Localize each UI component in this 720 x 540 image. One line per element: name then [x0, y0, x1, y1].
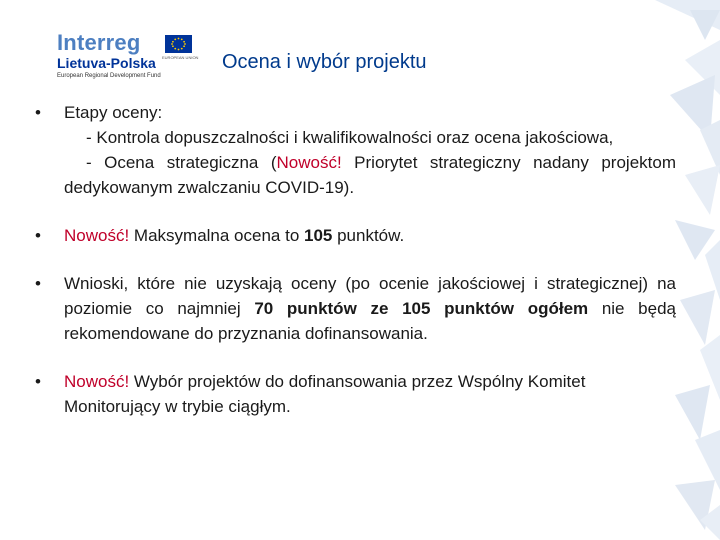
bullet-text: Wnioski, które nie uzyskają oceny (po ocenie jakościowej i strategicznej) na poziomie co najmniej	[64, 274, 676, 318]
bullet-threshold	[30, 271, 676, 346]
sub-text-pre: - Ocena strategiczna (	[86, 153, 277, 172]
new-label: Nowość!	[64, 372, 130, 391]
eu-caption: EUROPEAN UNION	[162, 55, 199, 60]
new-label: Nowość!	[64, 226, 130, 245]
logo-program-region: Lietuva-Polska	[57, 55, 156, 71]
bullet-text-end: punktów.	[332, 226, 405, 245]
new-label: Nowość!	[276, 153, 342, 172]
interreg-logo	[57, 30, 207, 86]
logo-program-word: Interreg	[57, 30, 141, 55]
sub-item-strategic	[64, 150, 676, 200]
bullet-evaluation-stages	[30, 100, 676, 200]
bullet-selection	[30, 369, 676, 419]
bullet-text: Maksymalna ocena to	[129, 226, 304, 245]
bold-score: 105	[304, 226, 333, 245]
bullet-text-end: nie będą rekomendowane do przyznania dofinansowania.	[64, 299, 676, 343]
sub-text-post: Priorytet strategiczny nadany projektom dedykowanym zwalczaniu COVID-19).	[64, 153, 676, 197]
bullet-lead: • Etapy oceny:	[64, 103, 163, 122]
sub-item-admissibility: - Kontrola dopuszczalności i kwalifikowalności oraz ocena jakościowa,	[86, 128, 614, 147]
slide-content	[30, 100, 676, 442]
logo-fund-caption: European Regional Development Fund	[57, 73, 161, 79]
bullet-text: Wybór projektów do dofinansowania przez Wspólny Komitet Monitorujący w trybie ciągłym.	[64, 372, 586, 416]
eu-flag-icon	[165, 35, 192, 53]
bold-threshold: 70 punktów ze 105 punktów ogółem	[254, 299, 589, 318]
slide-title: Ocena i wybór projektu	[222, 51, 427, 73]
bullet-max-score	[30, 223, 676, 248]
